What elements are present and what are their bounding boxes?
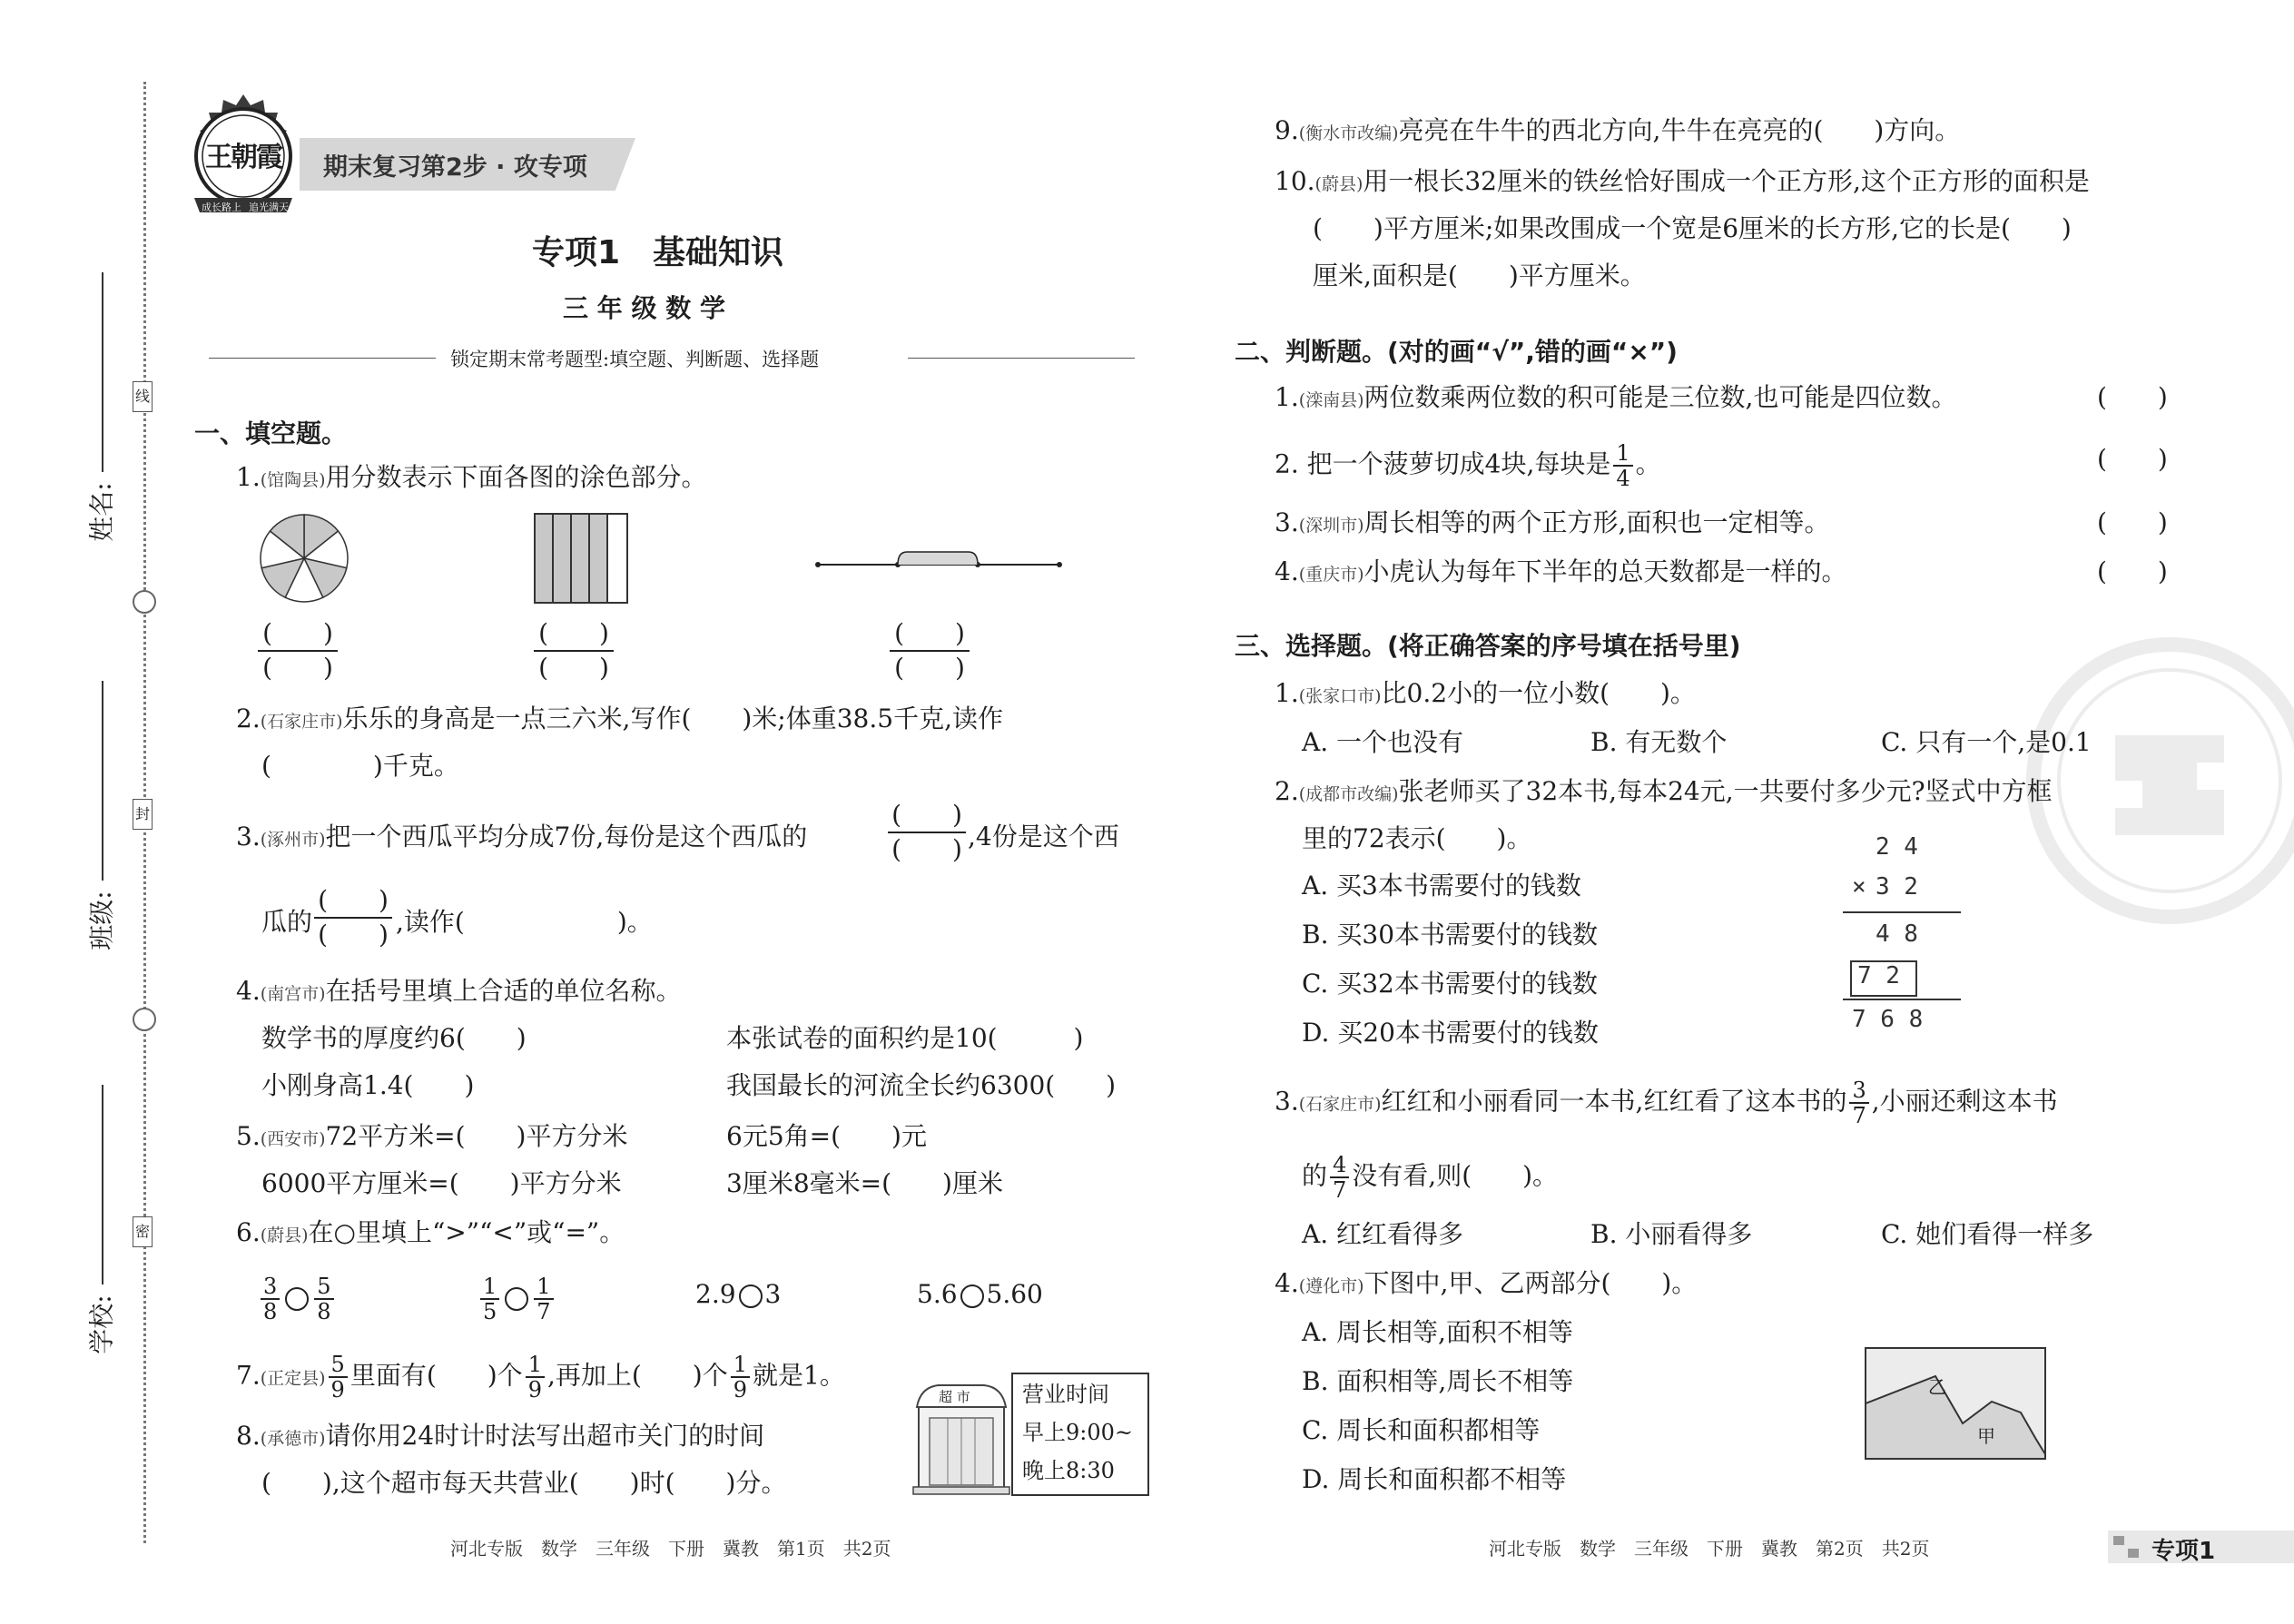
q5-item: 3厘米8毫米=( )厘米 <box>726 1168 1003 1198</box>
q2-line-2: ( )千克。 <box>261 751 459 781</box>
q8-line-2: ( ),这个超市每天共营业( )时( )分。 <box>261 1468 787 1498</box>
answer-fraction-3[interactable]: ( ) ( ) <box>890 617 970 684</box>
q3-blank-fraction-1[interactable]: ( ) ( ) <box>888 799 966 866</box>
c3-line: 3.(石家庄市)红红和小丽看同一本书,红红看了这本书的 $\frac{3}{7}$ ,小丽还剩这本书 <box>1275 1078 2058 1128</box>
c4-option-b[interactable]: B. 面积相等,周长不相等 <box>1302 1366 1574 1396</box>
q10-line-2: ( )平方厘米;如果改围成一个宽是6厘米的长方形,它的长是( ) <box>1313 213 2072 243</box>
vertical-calculation <box>1852 833 1979 1042</box>
school-label: 学校: <box>86 1294 117 1354</box>
tab-label: 专项1 <box>2151 1538 2216 1565</box>
bar-figure <box>534 513 628 604</box>
q5-item: 6元5角=( )元 <box>726 1121 927 1151</box>
q4-item: 我国最长的河流全长约6300( ) <box>726 1070 1117 1100</box>
q10-line-3: 厘米,面积是( )平方厘米。 <box>1313 261 1646 290</box>
c2-option-a[interactable]: A. 买3本书需要付的钱数 <box>1302 871 1581 901</box>
j3-line: 3.(深圳市)周长相等的两个正方形,面积也一定相等。 <box>1275 507 1830 537</box>
q4-line: 4.(南宫市)在括号里填上合适的单位名称。 <box>236 976 682 1006</box>
focus-line-left <box>209 358 436 359</box>
c4-option-d[interactable]: D. 周长和面积都不相等 <box>1302 1464 1567 1494</box>
logo-slogan-right: 追光满天 <box>249 202 289 213</box>
focus-text: 锁定期末常考题型:填空题、判断题、选择题 <box>450 349 820 370</box>
c1-option-a[interactable]: A. 一个也没有 <box>1302 727 1464 757</box>
seal-mark-3: 密 <box>133 1216 153 1247</box>
c1-option-b[interactable]: B. 有无数个 <box>1590 727 1728 757</box>
q2-line: 2.(石家庄市)乐乐的身高是一点三六米,写作( )米;体重38.5千克,读作 <box>236 704 1003 733</box>
region-figure <box>1865 1347 2046 1460</box>
seal-mark-1: 线 <box>133 381 153 412</box>
supermarket-icon <box>911 1380 1011 1498</box>
q6-compare-1[interactable]: $\frac{3}{8}$ $\frac{5}{8}$ <box>258 1275 337 1324</box>
j3-answer[interactable]: ( ) <box>2097 507 2168 537</box>
hours-title: 营业时间 <box>1022 1382 1109 1407</box>
q3-line-c: 瓜的 <box>261 907 313 937</box>
label-yi: 乙 <box>1928 1376 1946 1398</box>
hours-open: 早上9:00~ <box>1022 1420 1134 1445</box>
j4-answer[interactable]: ( ) <box>2097 556 2168 586</box>
j1-answer[interactable]: ( ) <box>2097 382 2168 412</box>
tab-mark <box>2113 1536 2124 1545</box>
calc-operator: × <box>1852 873 1866 901</box>
c2-option-c[interactable]: C. 买32本书需要付的钱数 <box>1302 969 1598 999</box>
c3-option-c[interactable]: C. 她们看得一样多 <box>1881 1219 2094 1249</box>
c3-option-a[interactable]: A. 红红看得多 <box>1302 1219 1464 1249</box>
binding-ornament <box>133 590 156 614</box>
calc-row-2: 3 2 <box>1876 873 1918 901</box>
page-subtitle: 三 年 级 数 学 <box>563 293 725 323</box>
name-field[interactable] <box>85 272 122 545</box>
q9-line: 9.(衡水市改编)亮亮在牛牛的西北方向,牛牛在亮亮的( )方向。 <box>1275 115 1961 145</box>
q3-blank-fraction-2[interactable]: ( ) ( ) <box>314 884 392 951</box>
q5-item: 6000平方厘米=( )平方分米 <box>261 1168 622 1198</box>
c1-line: 1.(张家口市)比0.2小的一位小数( )。 <box>1275 678 1696 708</box>
q3-line: 3.(涿州市)把一个西瓜平均分成7份,每份是这个西瓜的 <box>236 822 808 851</box>
q4-item: 小刚身高1.4( ) <box>261 1070 475 1100</box>
q3-line-b: ,4份是这个西 <box>968 822 1119 851</box>
q8-line: 8.(承德市)请你用24时计时法写出超市关门的时间 <box>236 1421 765 1451</box>
logo-slogan-left: 成长路上 <box>202 202 241 213</box>
footer-right: 河北专版 数学 三年级 下册 冀教 第2页 共2页 <box>1489 1538 1930 1560</box>
name-label: 姓名: <box>86 482 117 542</box>
binding-ornament <box>133 1008 156 1031</box>
banner-text: 期末复习第2步 · 攻专项 <box>323 153 587 182</box>
hours-close: 晚上8:30 <box>1022 1458 1115 1483</box>
class-label: 班级: <box>86 891 117 950</box>
q6-line: 6.(蔚县)在○里填上“>”“<”或“=”。 <box>236 1217 625 1247</box>
answer-fraction-2[interactable]: ( ) ( ) <box>534 617 614 684</box>
c2-line-2: 里的72表示( )。 <box>1302 823 1532 853</box>
focus-line-right <box>908 358 1135 359</box>
c4-option-a[interactable]: A. 周长相等,面积不相等 <box>1302 1317 1573 1347</box>
c2-option-d[interactable]: D. 买20本书需要付的钱数 <box>1302 1018 1599 1048</box>
q6-compare-2[interactable]: $\frac{1}{5}$ $\frac{1}{7}$ <box>478 1275 556 1324</box>
calc-row-3: 4 8 <box>1876 920 1918 948</box>
section1-heading: 一、填空题。 <box>194 418 348 448</box>
c1-option-c[interactable]: C. 只有一个,是0.1 <box>1881 727 2092 757</box>
page-title: 专项1 基础知识 <box>532 234 784 271</box>
hours-box <box>1011 1373 1149 1496</box>
label-jia: 甲 <box>1977 1425 1995 1447</box>
q6-compare-3[interactable]: 2.9 3 <box>695 1279 782 1309</box>
c4-option-c[interactable]: C. 周长和面积都相等 <box>1302 1415 1541 1445</box>
pie-figure <box>259 513 350 604</box>
answer-fraction-1[interactable]: ( ) ( ) <box>258 617 338 684</box>
line-segment-figure <box>812 541 1067 577</box>
footer-tab <box>2108 1530 2294 1563</box>
c3-line-2: 的 $\frac{4}{7}$ 没有看,则( )。 <box>1302 1152 1559 1203</box>
q6-compare-4[interactable]: 5.6 5.60 <box>917 1279 1043 1309</box>
c3-option-b[interactable]: B. 小丽看得多 <box>1590 1219 1753 1249</box>
c2-option-b[interactable]: B. 买30本书需要付的钱数 <box>1302 920 1599 950</box>
j2-line: 2. 把一个菠萝切成4块,每块是 $\frac{1}{4}$ 。 <box>1275 440 1661 491</box>
q1-line: 1.(馆陶县)用分数表示下面各图的涂色部分。 <box>236 462 707 492</box>
brand-name: 王朝霞 <box>205 142 281 173</box>
class-field[interactable] <box>85 681 122 953</box>
brand-logo <box>180 91 307 218</box>
calc-row-4: 7 2 <box>1857 962 1900 989</box>
q4-item: 数学书的厚度约6( ) <box>261 1023 527 1053</box>
section2-heading: 二、判断题。(对的画“√”,错的画“×”) <box>1235 337 1678 367</box>
c4-line: 4.(遵化市)下图中,甲、乙两部分( )。 <box>1275 1268 1698 1298</box>
calc-row-5: 7 6 8 <box>1852 1006 1924 1033</box>
shop-sign: 超 市 <box>939 1389 970 1405</box>
j1-line: 1.(滦南县)两位数乘两位数的积可能是三位数,也可能是四位数。 <box>1275 382 1957 412</box>
q3-line-d: ,读作( )。 <box>396 907 653 937</box>
q10-line: 10.(蔚县)用一根长32厘米的铁丝恰好围成一个正方形,这个正方形的面积是 <box>1275 166 2090 196</box>
q7-line: 7.(正定县) $\frac{5}{9}$ 里面有( )个 $\frac{1}{9}$ ,再加上( )个 $\frac{1}{9}$ 就是1。 <box>236 1352 845 1403</box>
watermark-seal <box>2024 635 2294 926</box>
q4-item: 本张试卷的面积约是10( ) <box>726 1023 1084 1053</box>
c2-line: 2.(成都市改编)张老师买了32本书,每本24元,一共要付多少元?竖式中方框 <box>1275 776 2053 806</box>
school-field[interactable] <box>85 1085 122 1357</box>
seal-mark-2: 封 <box>133 799 153 830</box>
j2-answer[interactable]: ( ) <box>2097 444 2168 474</box>
calc-row-1: 2 4 <box>1876 833 1918 861</box>
section3-heading: 三、选择题。(将正确答案的序号填在括号里) <box>1235 631 1741 661</box>
q5-line: 5.(西安市)72平方米=( )平方分米 <box>236 1121 628 1151</box>
tab-mark <box>2128 1549 2139 1558</box>
footer-left: 河北专版 数学 三年级 下册 冀教 第1页 共2页 <box>450 1538 891 1560</box>
j4-line: 4.(重庆市)小虎认为每年下半年的总天数都是一样的。 <box>1275 556 1847 586</box>
